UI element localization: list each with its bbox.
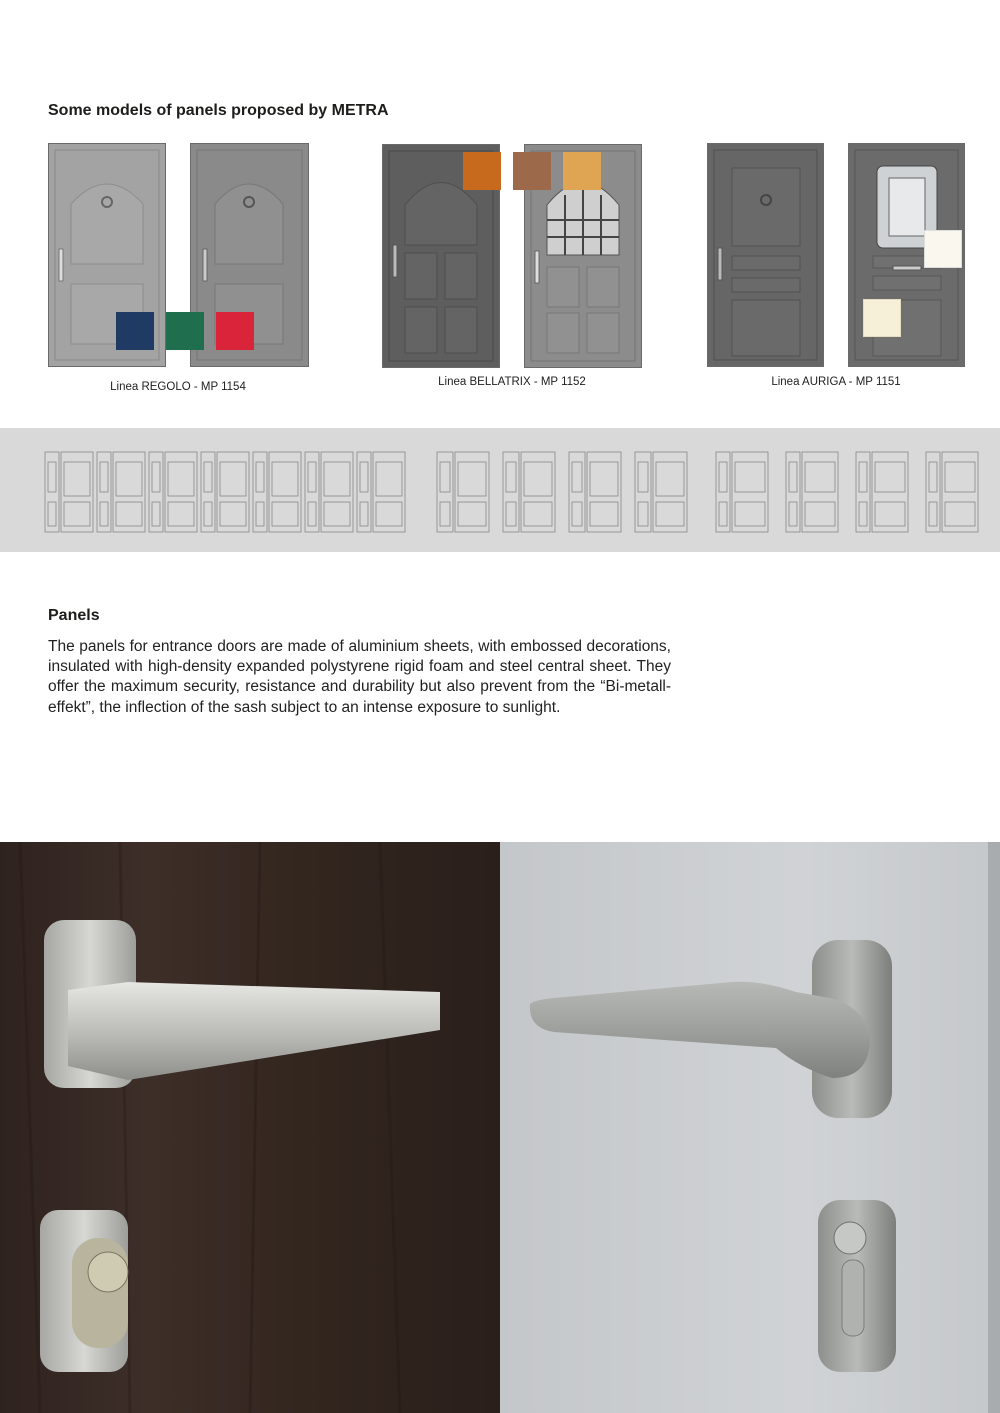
handle-illustration-square: [0, 842, 500, 1413]
drawing-panel: [376, 462, 402, 496]
panels-title: Panels: [48, 607, 100, 624]
drawing-panel: [220, 462, 246, 496]
drawing-panel: [64, 462, 90, 496]
model-caption: Linea AURIGA - MP 1151: [771, 376, 901, 388]
drawing-panel: [64, 502, 90, 526]
drawing-panel: [805, 462, 835, 492]
drawing-panel: [719, 462, 727, 492]
drawing-panel: [506, 462, 516, 492]
drawing-panel: [256, 462, 264, 492]
drawing-panel: [272, 462, 298, 496]
drawing-panel: [656, 502, 684, 526]
drawing-panel: [440, 502, 450, 526]
drawing-panel: [360, 502, 368, 526]
drawing-panel: [100, 462, 108, 492]
drawing-panel: [789, 462, 797, 492]
model-caption: Linea REGOLO - MP 1154: [110, 381, 246, 393]
drawing-panel: [875, 462, 905, 492]
drawing-panel: [217, 452, 249, 532]
drawing-panel: [440, 462, 450, 492]
technical-drawings-strip: [0, 428, 1000, 552]
color-swatch-brown: [513, 152, 551, 190]
drawing-panel: [321, 452, 353, 532]
panels-description: The panels for entrance doors are made of aluminium sheets, with embossed decorations, insulated with high-density expanded polystyrene rigid foam and steel central sheet. They offer the maximum security, resistance and durability but also prevent from the “Bi-metall-effekt”, the inflection of the sash subject to an intense exposure to sunlight.: [48, 638, 671, 716]
color-swatch-orange: [463, 152, 501, 190]
drawing-panel: [308, 502, 316, 526]
color-swatch-wood: [563, 152, 601, 190]
color-swatch-blue: [116, 312, 154, 350]
drawing-panel: [61, 452, 93, 532]
drawing-panel: [945, 462, 975, 492]
color-swatch-red: [216, 312, 254, 350]
drawing-panel: [458, 462, 486, 496]
drawing-panel: [735, 462, 765, 492]
drawing-panel: [152, 462, 160, 492]
drawing-panel: [220, 502, 246, 526]
drawing-panel: [638, 462, 648, 492]
drawing-panel: [204, 502, 212, 526]
drawing-panel: [945, 502, 975, 526]
color-swatch-green: [166, 312, 204, 350]
drawing-panel: [373, 452, 405, 532]
drawing-panel: [524, 502, 552, 526]
drawing-panel: [324, 502, 350, 526]
drawing-panel: [859, 462, 867, 492]
door-illustration: [708, 144, 823, 366]
door-technical-drawings: [0, 428, 1000, 552]
drawing-panel: [48, 502, 56, 526]
drawing-panel: [506, 502, 516, 526]
photo-handle-wood-door: [0, 842, 500, 1413]
drawing-panel: [805, 502, 835, 526]
drawing-panel: [638, 502, 648, 526]
drawing-panel: [458, 502, 486, 526]
drawing-panel: [269, 452, 301, 532]
drawing-panel: [859, 502, 867, 526]
drawing-panel: [590, 462, 618, 496]
drawing-panel: [308, 462, 316, 492]
drawing-panel: [324, 462, 350, 496]
drawing-panel: [256, 502, 264, 526]
drawing-panel: [168, 502, 194, 526]
drawing-panel: [929, 462, 937, 492]
drawing-panel: [656, 462, 684, 496]
drawing-panel: [113, 452, 145, 532]
drawing-panel: [116, 502, 142, 526]
section-title: Some models of panels proposed by METRA: [48, 102, 389, 119]
drawing-panel: [590, 502, 618, 526]
drawing-panel: [116, 462, 142, 496]
drawing-panel: [521, 452, 555, 532]
drawing-panel: [152, 502, 160, 526]
drawing-panel: [272, 502, 298, 526]
drawing-panel: [165, 452, 197, 532]
drawing-panel: [48, 462, 56, 492]
drawing-panel: [719, 502, 727, 526]
handle-illustration-rounded: [500, 842, 1000, 1413]
drawing-panel: [376, 502, 402, 526]
drawing-panel: [204, 462, 212, 492]
color-swatch-cream: [863, 299, 901, 337]
drawing-panel: [789, 502, 797, 526]
drawing-panel: [735, 502, 765, 526]
drawing-panel: [929, 502, 937, 526]
drawing-panel: [572, 462, 582, 492]
drawing-panel: [875, 502, 905, 526]
drawing-panel: [360, 462, 368, 492]
color-swatch-white: [924, 230, 962, 268]
drawing-panel: [572, 502, 582, 526]
drawing-panel: [455, 452, 489, 532]
drawing-panel: [653, 452, 687, 532]
photo-handle-grey-door: [500, 842, 1000, 1413]
model-caption: Linea BELLATRIX - MP 1152: [438, 376, 586, 388]
door-image: [707, 143, 824, 367]
drawing-panel: [587, 452, 621, 532]
drawing-panel: [100, 502, 108, 526]
drawing-panel: [524, 462, 552, 496]
drawing-panel: [168, 462, 194, 496]
